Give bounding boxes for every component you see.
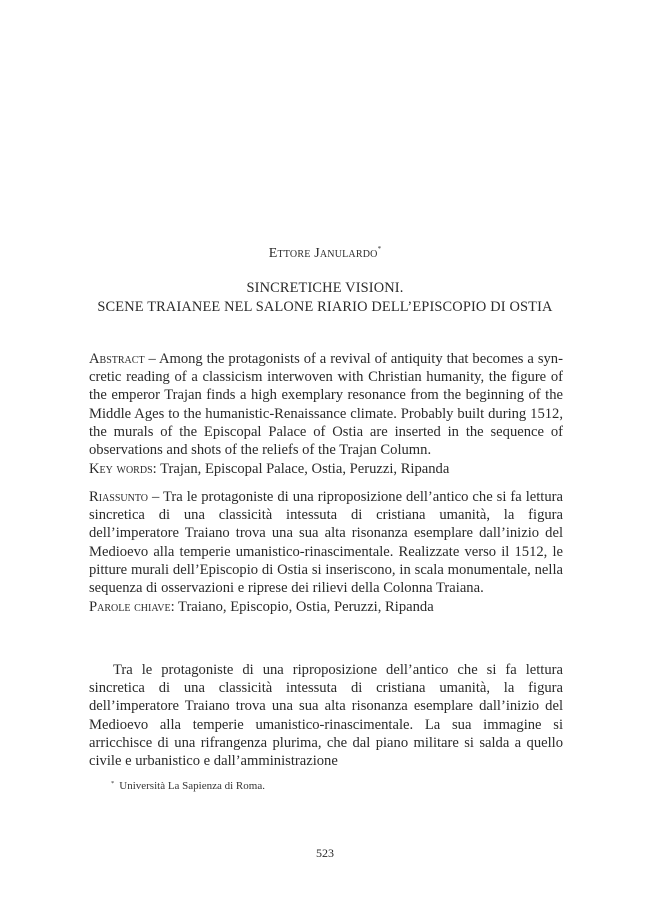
author-name: Ettore Janulardo <box>268 246 378 261</box>
body-paragraph: Tra le protagoniste di una riproposizione dell’antico che si fa lettura sincretica di una classicità intessuta di cristiana umanità, la figura dell’imperatore Traiano trova una sua alta risonanza esemplare dall’inizio del Medioevo alla temperie umanistico-rinascimentale. La sua immagine si arricchisce di una rifrangenza plurima, che dal piano militare si salda a quello civile e urbanistico e dall’amministrazione <box>89 662 563 770</box>
keywords-separator: : <box>152 461 161 477</box>
abstract-dash: – <box>144 351 159 367</box>
riassunto-text: Tra le protagoniste di una riproposizione dell’antico che si fa lettura sincretica di una classicità intessuta di cristiana umanità, la figura dell’imperatore Traiano trova una sua alta risonanza esemplare dall’inizio del Medioevo alla temperie umanistico-rinascimentale. Realizzate verso il 1512, le pitture murali dell’Episcopio di Ostia si inseriscono, in scala monumentale, nella sequenza di osservazioni e riprese dei rilievi della Colonna Traiana. <box>89 489 563 597</box>
parole-chiave-text: Traiano, Episcopio, Ostia, Peruzzi, Ripanda <box>178 599 434 615</box>
title-line-2: SCENE TRAIANEE NEL SALONE RIARIO DELL’EPISCOPIO DI OSTIA <box>97 299 553 315</box>
author-footnote-marker: * <box>377 245 382 253</box>
parole-chiave-line <box>89 598 563 616</box>
keywords-label: Key words <box>89 461 153 477</box>
keywords-text: Trajan, Episcopal Palace, Ostia, Peruzzi, Ripanda <box>160 461 450 477</box>
footnote-marker: * <box>111 780 115 787</box>
abstract-label: Abstract <box>89 351 145 367</box>
riassunto-label: Riassunto <box>89 489 149 505</box>
parole-chiave-separator: : <box>170 599 179 615</box>
keywords-line <box>89 460 563 478</box>
page-number: 523 <box>316 846 334 860</box>
riassunto-dash: – <box>148 489 164 505</box>
footnote <box>111 780 265 792</box>
abstract-text: Among the protagonists of a revival of antiquity that becomes a syncretic reading of a classicism interwoven with Christian humanity, the figure of the emperor Trajan finds a high exemplary resonance from the beginning of the Middle Ages to the humanistic-Renaissance climate. Probably built during 1512, the murals of the Episcopal Palace of Ostia are inserted in the sequence of observations and shots of the reliefs of the Trajan Column. <box>89 351 563 459</box>
parole-chiave-label: Parole chiave <box>89 599 171 615</box>
abstract-paragraph <box>89 350 563 459</box>
footnote-text: Università La Sapienza di Roma. <box>119 780 265 792</box>
title-line-1: SINCRETICHE VISIONI. <box>246 280 404 296</box>
riassunto-paragraph <box>89 488 563 597</box>
paper-title <box>0 279 650 317</box>
author-line <box>0 246 650 262</box>
